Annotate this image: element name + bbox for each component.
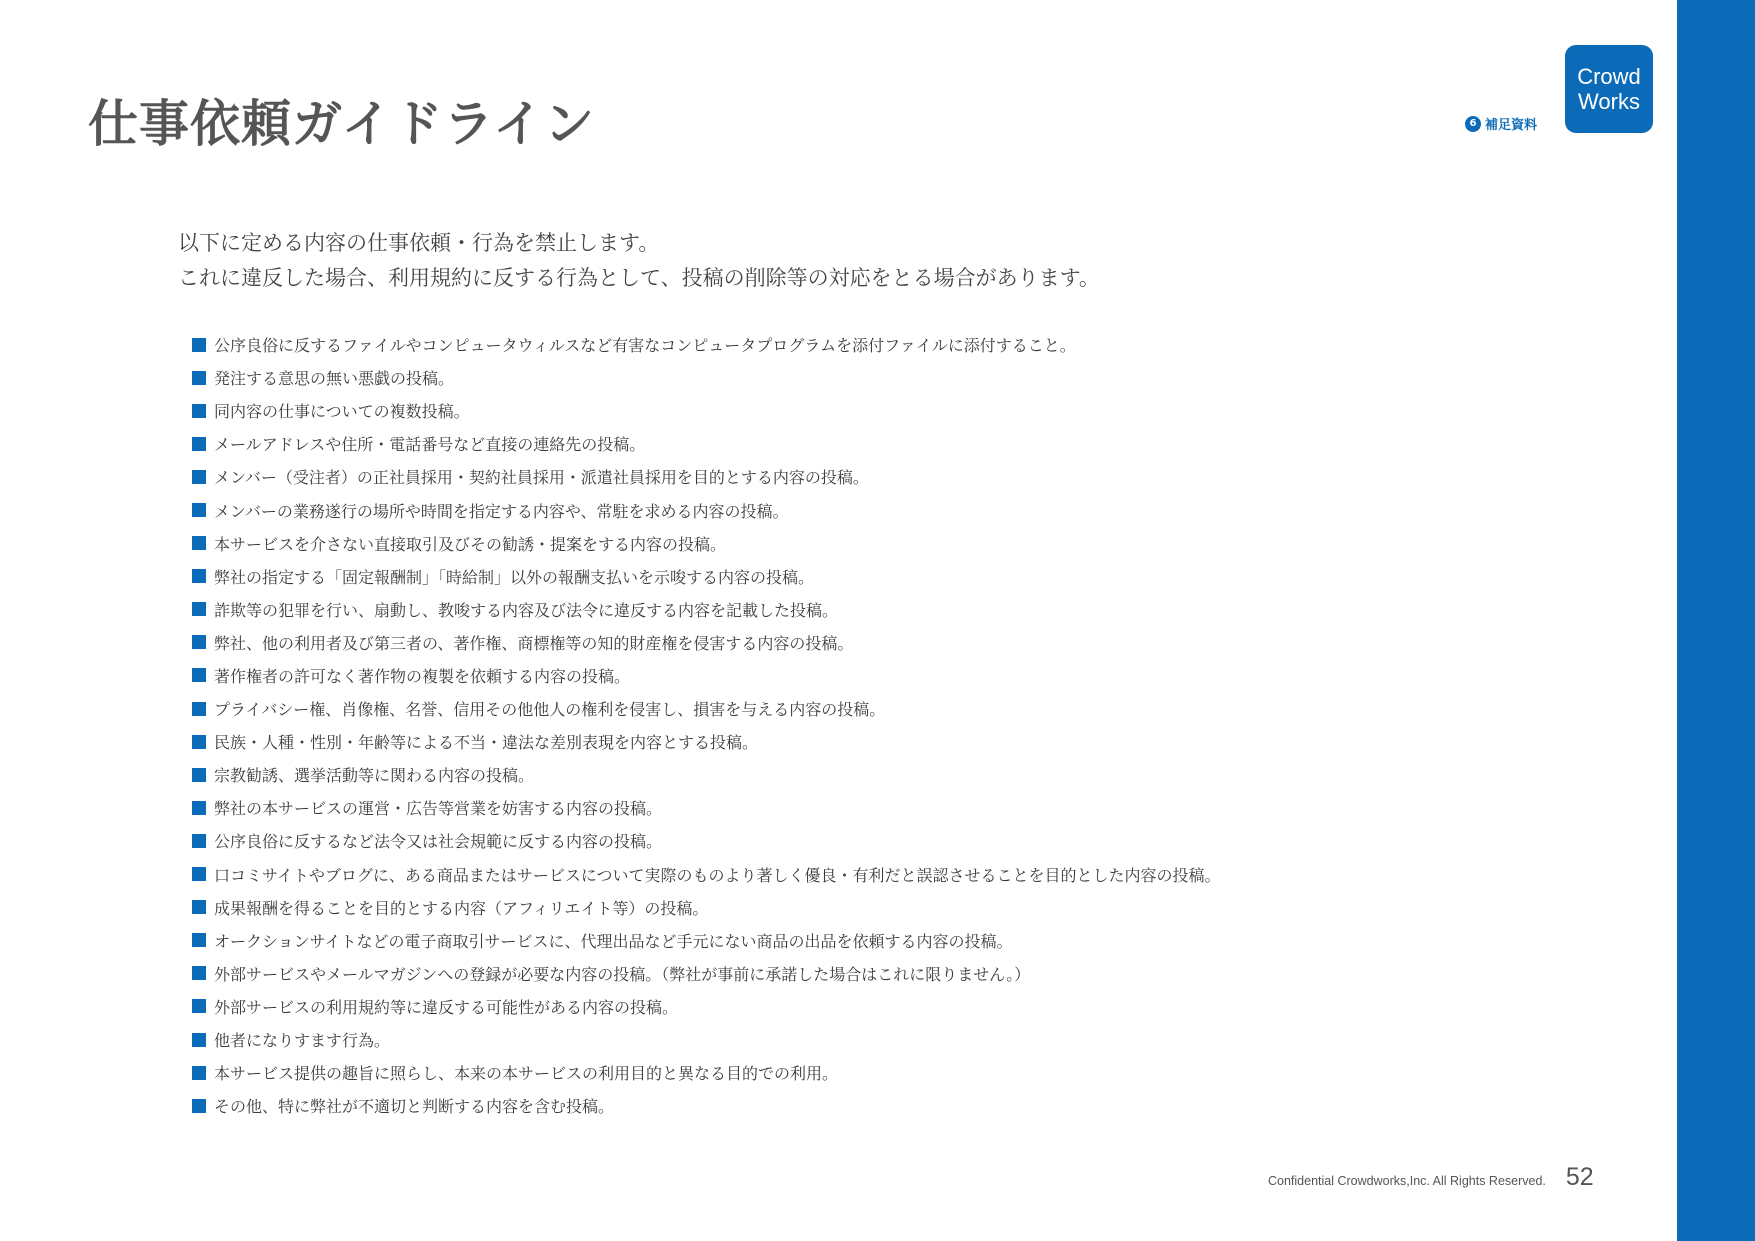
rule-item [192,1056,1221,1089]
page-footer [1268,1163,1594,1192]
square-bullet-icon [192,933,206,947]
rule-item [192,560,1221,593]
square-bullet-icon [192,702,206,716]
rule-item [192,924,1221,957]
square-bullet-icon [192,999,206,1013]
section-number-badge: 6 [1465,116,1481,132]
square-bullet-icon [192,404,206,418]
square-bullet-icon [192,966,206,980]
rule-text: 詐欺等の犯罪を行い、扇動し、教唆する内容及び法令に違反する内容を記載した投稿。 [214,600,839,620]
square-bullet-icon [192,1099,206,1113]
square-bullet-icon [192,867,206,881]
rule-item [192,957,1221,990]
rule-text: 弊社の指定する「固定報酬制」「時給制」以外の報酬支払いを示唆する内容の投稿。 [214,567,815,587]
side-accent-bar [1677,0,1755,1241]
square-bullet-icon [192,735,206,749]
square-bullet-icon [192,602,206,616]
square-bullet-icon [192,900,206,914]
rule-item [192,593,1221,626]
rule-text: その他、特に弊社が不適切と判断する内容を含む投稿。 [214,1097,615,1117]
intro-text [178,226,1100,296]
rule-item [192,692,1221,725]
rule-text: 本サービス提供の趣旨に照らし、本来の本サービスの利用目的と異なる目的での利用。 [214,1064,839,1084]
rule-text: 弊社の本サービスの運営・広告等営業を妨害する内容の投稿。 [214,799,663,819]
square-bullet-icon [192,1033,206,1047]
square-bullet-icon [192,801,206,815]
logo-line-1: Crowd [1577,64,1641,89]
logo-line-2: Works [1578,89,1640,114]
rule-text: 公序良俗に反するファイルやコンピュータウィルスなど有害なコンピュータプログラムを添付ファイルに添付すること。 [214,336,1076,356]
rule-item [192,791,1221,824]
square-bullet-icon [192,503,206,517]
intro-line-1: 以下に定める内容の仕事依頼・行為を禁止します。 [178,231,660,255]
rule-text: メンバーの業務遂行の場所や時間を指定する内容や、常駐を求める内容の投稿。 [214,501,789,521]
rule-item [192,527,1221,560]
rule-text: 著作権者の許可なく著作物の複製を依頼する内容の投稿。 [214,666,631,686]
section-label: 補足資料 [1485,118,1538,133]
rule-text: プライバシー権、肖像権、名誉、信用その他他人の権利を侵害し、損害を与える内容の投稿。 [214,700,886,720]
rule-text: 弊社、他の利用者及び第三者の、著作権、商標権等の知的財産権を侵害する内容の投稿。 [214,633,854,653]
rule-item [192,427,1221,460]
rule-item [192,493,1221,526]
rule-text: 外部サービスやメールマガジンへの登録が必要な内容の投稿。（弊社が事前に承諾した場合はこれに限りません。） [214,964,1031,984]
rule-text: 口コミサイトやブログに、ある商品またはサービスについて実際のものより著しく優良・有利だと誤認させることを目的とした内容の投稿。 [214,865,1221,885]
rule-item [192,659,1221,692]
rule-text: メールアドレスや住所・電話番号など直接の連絡先の投稿。 [214,435,646,455]
rule-text: メンバー（受注者）の正社員採用・契約社員採用・派遣社員採用を目的とする内容の投稿。 [214,468,869,488]
rule-text: 同内容の仕事についての複数投稿。 [214,402,470,422]
square-bullet-icon [192,1066,206,1080]
rule-text: 外部サービスの利用規約等に違反する可能性がある内容の投稿。 [214,997,679,1017]
rule-item [192,824,1221,857]
square-bullet-icon [192,569,206,583]
rule-text: 成果報酬を得ることを目的とする内容（アフィリエイト等）の投稿。 [214,898,709,918]
rule-item [192,725,1221,758]
square-bullet-icon [192,668,206,682]
rule-item [192,990,1221,1023]
rule-item [192,891,1221,924]
section-tag [1465,114,1537,133]
square-bullet-icon [192,768,206,782]
rule-item [192,361,1221,394]
rule-item [192,328,1221,361]
page-number: 52 [1565,1163,1594,1191]
rule-item [192,626,1221,659]
square-bullet-icon [192,834,206,848]
prohibited-rules-list [192,328,1221,1122]
rule-text: 公序良俗に反するなど法令又は社会規範に反する内容の投稿。 [214,832,663,852]
square-bullet-icon [192,437,206,451]
rule-text: 民族・人種・性別・年齢等による不当・違法な差別表現を内容とする投稿。 [214,733,759,753]
rule-item [192,460,1221,493]
copyright-notice: Confidential Crowdworks,Inc. All Rights Reserved. [1268,1174,1546,1188]
rule-item [192,858,1221,891]
rule-item [192,1023,1221,1056]
square-bullet-icon [192,536,206,550]
square-bullet-icon [192,470,206,484]
rule-text: オークションサイトなどの電子商取引サービスに、代理出品など手元にない商品の出品を依頼する内容の投稿。 [214,931,1013,951]
rule-text: 発注する意思の無い悪戯の投稿。 [214,369,455,389]
square-bullet-icon [192,635,206,649]
page-title: 仕事依頼ガイドライン [88,95,595,153]
rule-text: 宗教勧誘、選挙活動等に関わる内容の投稿。 [214,766,535,786]
crowdworks-logo [1565,45,1653,133]
square-bullet-icon [192,371,206,385]
square-bullet-icon [192,338,206,352]
rule-item [192,758,1221,791]
intro-line-2: これに違反した場合、利用規約に反する行為として、投稿の削除等の対応をとる場合があります。 [178,266,1100,290]
rule-item [192,394,1221,427]
rule-text: 本サービスを介さない直接取引及びその勧誘・提案をする内容の投稿。 [214,534,727,554]
rule-item [192,1089,1221,1122]
rule-text: 他者になりすます行為。 [214,1031,391,1051]
